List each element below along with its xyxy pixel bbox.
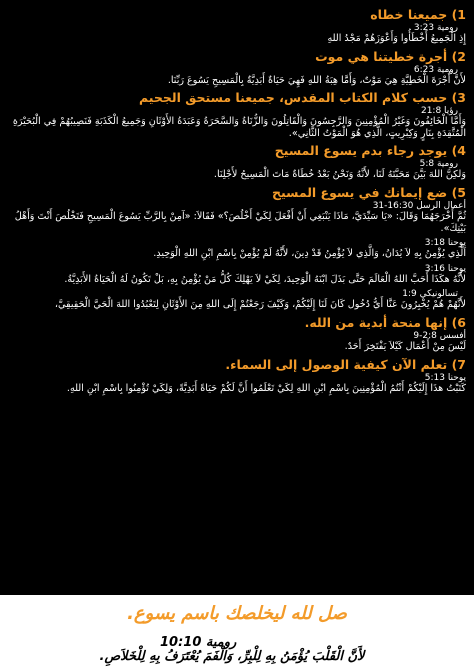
verse-text: اَلَّذِي يُؤْمِنُ بِهِ لاَ يُدَانُ، وَالَّذِي لاَ يُؤْمِنُ قَدْ دِينَ، لأَنَّهُ لَمْ يُؤْمِنْ بِاسْمِ ابْنِ اللهِ الْوَحِيدِ.: [153, 248, 466, 260]
section-3: [8, 90, 466, 139]
section-5: [8, 185, 466, 234]
section-5-john-3-18: [8, 238, 466, 260]
section-heading: 6) إنها منحة أبدية من الله.: [304, 314, 466, 330]
verse-text: لأَنَّهُ هكَذَا أَحَبَّ اللهُ الْعَالَمَ حَتَّى بَذَلَ ابْنَهُ الْوَحِيدَ، لِكَيْ لاَ يَهْلِكَ كُلُّ مَنْ يُؤْمِنُ بِهِ، بَلْ تَكُونُ لَهُ الْحَيَاةُ الأَبَدِيَّةُ.: [64, 273, 466, 285]
verse-reference: يوحنا 5:13: [424, 372, 466, 383]
section-heading: 3) حسب كلام الكتاب المقدس، جميعنا مستحق الجحيم: [138, 90, 466, 106]
section-6: [8, 315, 466, 353]
footer-verse-text: لأَنَّ الْقَلْبَ يُؤْمَنُ بِهِ لِلْبِرِّ، وَالْفَمَ يُعْتَرَفُ بِهِ لِلْخَلاَصِ.: [99, 649, 365, 664]
verse-text: إِذِ الْجَمِيعُ أَخْطَأُوا وَأَعْوَزَهُمْ مَجْدُ اللهِ: [327, 33, 466, 44]
verse-reference: أفسس 2:8-9: [413, 330, 466, 341]
section-5-thessalonians: [8, 289, 466, 311]
verse-reference: تسالونيكي 1:9: [402, 289, 458, 300]
section-heading: 5) ضع إيمانك في يسوع المسيح: [272, 184, 466, 200]
section-heading: 7) تعلم الآن كيفية الوصول إلى السماء.: [225, 356, 466, 372]
verse-text: وَلكِنَّ اللهَ بَيَّنَ مَحَبَّتَهُ لَنَا، لأَنَّهُ وَنَحْنُ بَعْدُ خُطَاةٌ مَاتَ الْمَسِيحُ لأَجْلِنَا.: [213, 169, 466, 181]
section-2: [8, 49, 466, 87]
verse-text: وَأَمَّا الْخَائِفُونَ وَغَيْرُ الْمُؤْمِنِينَ وَالرَّجِسُونَ وَالْقَاتِلُونَ وَالزُّنَاةُ وَالسَّحَرَةُ وَعَبَدَةُ الأَوْثَانِ وَجَمِيعُ الْكَذَبَةِ فَنَصِيبُهُمْ فِي الْبُحَيْرَةِ الْمُتَّقِدَةِ بِنَارٍ وَكِبْرِيتٍ، الَّذِي هُوَ الْمَوْتُ الثَّانِي».: [12, 116, 466, 139]
verse-reference: يوحنا 3:16: [424, 263, 466, 274]
sections-list: [8, 6, 466, 398]
section-4: [8, 143, 466, 181]
verse-text: لأَنَّ أُجْرَةَ الْخَطِيَّةِ هِيَ مَوْتٌ، وَأَمَّا هِبَةُ اللهِ فَهِيَ حَيَاةٌ أَبَدِيَّةٌ بِالْمَسِيحِ يَسُوعَ رَبِّنَا.: [167, 74, 466, 86]
section-1: [8, 7, 466, 45]
section-heading: 2) أجرة خطيتنا هي موت: [315, 48, 466, 64]
footer-panel: [0, 595, 474, 672]
footer-verse-reference: رومية 10:10: [160, 635, 237, 650]
section-5-john-3-16: [8, 264, 466, 286]
verse-text: لَيْسَ مِنْ أَعْمَال كَيْلاَ يَفْتَخِرَ أَحَدٌ.: [344, 340, 466, 352]
section-7: [8, 357, 466, 395]
verse-reference: يوحنا 3:18: [424, 238, 466, 249]
verse-reference: رومية 5:8: [419, 159, 458, 170]
verse-text: ثُمَّ أَخْرَجَهُمَا وَقَالَ: «يَا سَيِّدَيَّ، مَاذَا يَنْبَغِي أَنْ أَفْعَلَ لِكَيْ أَخْلُصَ؟» فَقَالاَ: «آمِنْ بِالرَّبِّ يَسُوعَ الْمَسِيحِ فَتَخْلُصَ أَنْتَ وَأَهْلُ بَيْتِكَ».: [14, 210, 466, 234]
verse-text: كَتَبْتُ هذَا إِلَيْكُمْ أَنْتُمُ الْمُؤْمِنِينَ بِاسْمِ ابْنِ اللهِ لِكَيْ تَعْلَمُوا أَنَّ لَكُمْ حَيَاةً أَبَدِيَّةً، وَلِكَيْ تُؤْمِنُوا بِاسْمِ ابْنِ اللهِ.: [66, 382, 466, 394]
verse-reference: رومية 3:23: [413, 23, 458, 33]
verse-reference: رؤيا 21:8: [420, 106, 458, 117]
section-heading: 4) يوجد رجاء بدم يسوع المسيح: [274, 143, 466, 159]
verse-reference: رومية 6:23: [413, 64, 458, 75]
verse-text: لأَنَّهُمْ هُمْ يُخْبِرُونَ عَنَّا أَيُّ دُخُول كَانَ لَنَا إِلَيْكُمْ، وَكَيْفَ رَجَعْتُمْ إِلَى اللهِ مِنَ الأَوْثَانِ لِتَعْبُدُوا اللهَ الْحَيَّ الْحَقِيقِيَّ،: [54, 299, 466, 311]
verse-reference: أعمال الرسل 16:30-31: [372, 200, 466, 211]
section-heading: 1) جميعنا خطاه: [370, 7, 466, 22]
prayer-callout: صل لله ليخلصك باسم يسوع.: [127, 603, 347, 624]
